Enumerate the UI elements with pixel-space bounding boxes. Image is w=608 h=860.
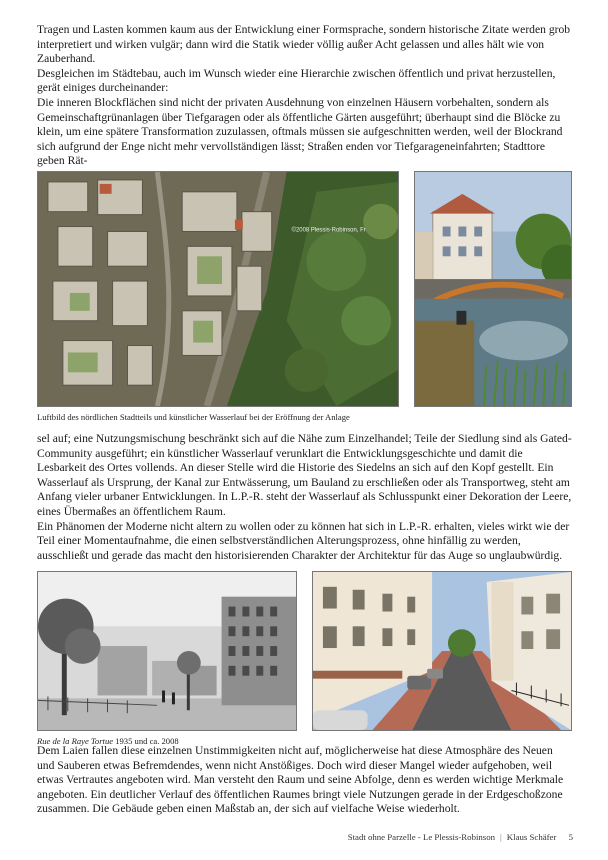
aerial-photo xyxy=(37,171,399,407)
historic-street-photo xyxy=(37,571,297,731)
paragraph: Desgleichen im Städtebau, auch im Wunsch wieder eine Hierarchie zwischen öffentlich und privat herzustellen, gerät einiges durcheinander: xyxy=(37,66,556,95)
footer-title: Stadt ohne Parzelle - Le Plessis-Robinson xyxy=(347,832,496,842)
page-number: 5 xyxy=(568,832,573,842)
body-text-block-1 xyxy=(37,23,573,169)
caption-street-name: Rue de la Raye Tortue xyxy=(37,736,114,746)
page-footer xyxy=(340,832,573,842)
paragraph: Die inneren Blockflächen sind nicht der privaten Ausdehnung von einzelnen Häusern vorbehalten, sondern als Gemeinschaftgrünanlagen über Tiefgaragen oder als öffentliche Gärten ausgeführt; überhaupt sind die Blöcke zu klein, um eine spätere Transformation zuzulassen, oftmals müssen sie aufgeschnitten werden, weil der Blockrand sich aufgrund der Enge nicht mehr vervollständigen lässt; Straßen enden vor Tiefgarageneinfahrten; Stadttore geben Rät- xyxy=(37,95,563,168)
footer-author: Klaus Schäfer xyxy=(506,832,557,842)
paragraph: Ein Phänomen der Moderne nicht altern zu wollen oder zu können hat sich in L.P.-R. erhalten, vieles wirkt wie der Teil einer Momentaufnahme, die einen selbstverständlichen Alterungsprozess, ohne hinfällig zu werden, ausschließt und gerade das macht den historisierenden Charakter der Architektur für das Auge so unglaubwürdig. xyxy=(37,519,570,562)
paragraph: Dem Laien fallen diese einzelnen Unstimmigkeiten nicht auf, möglicherweise hat diese Atmosphäre des Neuen und Sauberen etwas Befremdendes, wenn nicht Anstößiges. Doch wird dieser Mangel wieder aufgehoben, weil etwas Vertrautes angeboten wird. Man versteht den Raum und seine Abfolge, denn es werden wichtige Merkmale angeboten. Ein deutlicher Verlauf des öffentlichen Raumes bringt viele Nutzungen gerade in der Erdgeschoßzone zusammen. Die Gebäude geben einen Maßstab an, der sich auf vielfache Weise wiederholt. xyxy=(37,744,564,816)
caption-date-range: 1935 und ca. 2008 xyxy=(113,736,179,746)
canal-opening-photo xyxy=(414,171,572,407)
modern-street-photo xyxy=(312,571,572,731)
body-text-block-3 xyxy=(37,744,573,817)
body-text-block-2 xyxy=(37,432,573,563)
paragraph: sel auf; eine Nutzungsmischung beschränkt sich auf die Nähe zum Einzelhandel; Teile der Siedlung sind als Gated-Community ausgeführt; ein künstlicher Wasserlauf verunklart die Entwicklungsgeschichte und damit die Lesbarkeit des Ortes vollends. An dieser Stelle wird die Historie des Siedelns an sich auf den Kopf gestellt. Ein Wasserlauf als Ursprung, der Kanal zur Entwässerung, um Bauland zu erschließen oder als Transportweg, steht am Anfang vieler urbaner Entwicklungen. In L.P.-R. steht der Wasserlauf als Schlusspunkt einer Dekoration der Leere, eines Übermaßes an öffentlichem Raum. xyxy=(37,432,572,518)
footer-separator: | xyxy=(500,832,502,842)
map-watermark: ©2008 Plessis-Robinson, Fr xyxy=(291,227,366,234)
figure-caption-1: Luftbild des nördlichen Stadtteils und künstlicher Wasserlauf bei der Eröffnung der Anlage xyxy=(37,412,350,422)
footer-spacer xyxy=(556,832,568,842)
paragraph: Tragen und Lasten kommen kaum aus der Entwicklung einer Formsprache, sondern historische Zitate werden grob interpretiert und wirken vulgär; dann wird die Statik wieder völlig außer Acht gelassen und alles hält wie von Zauberhand. xyxy=(37,23,571,66)
